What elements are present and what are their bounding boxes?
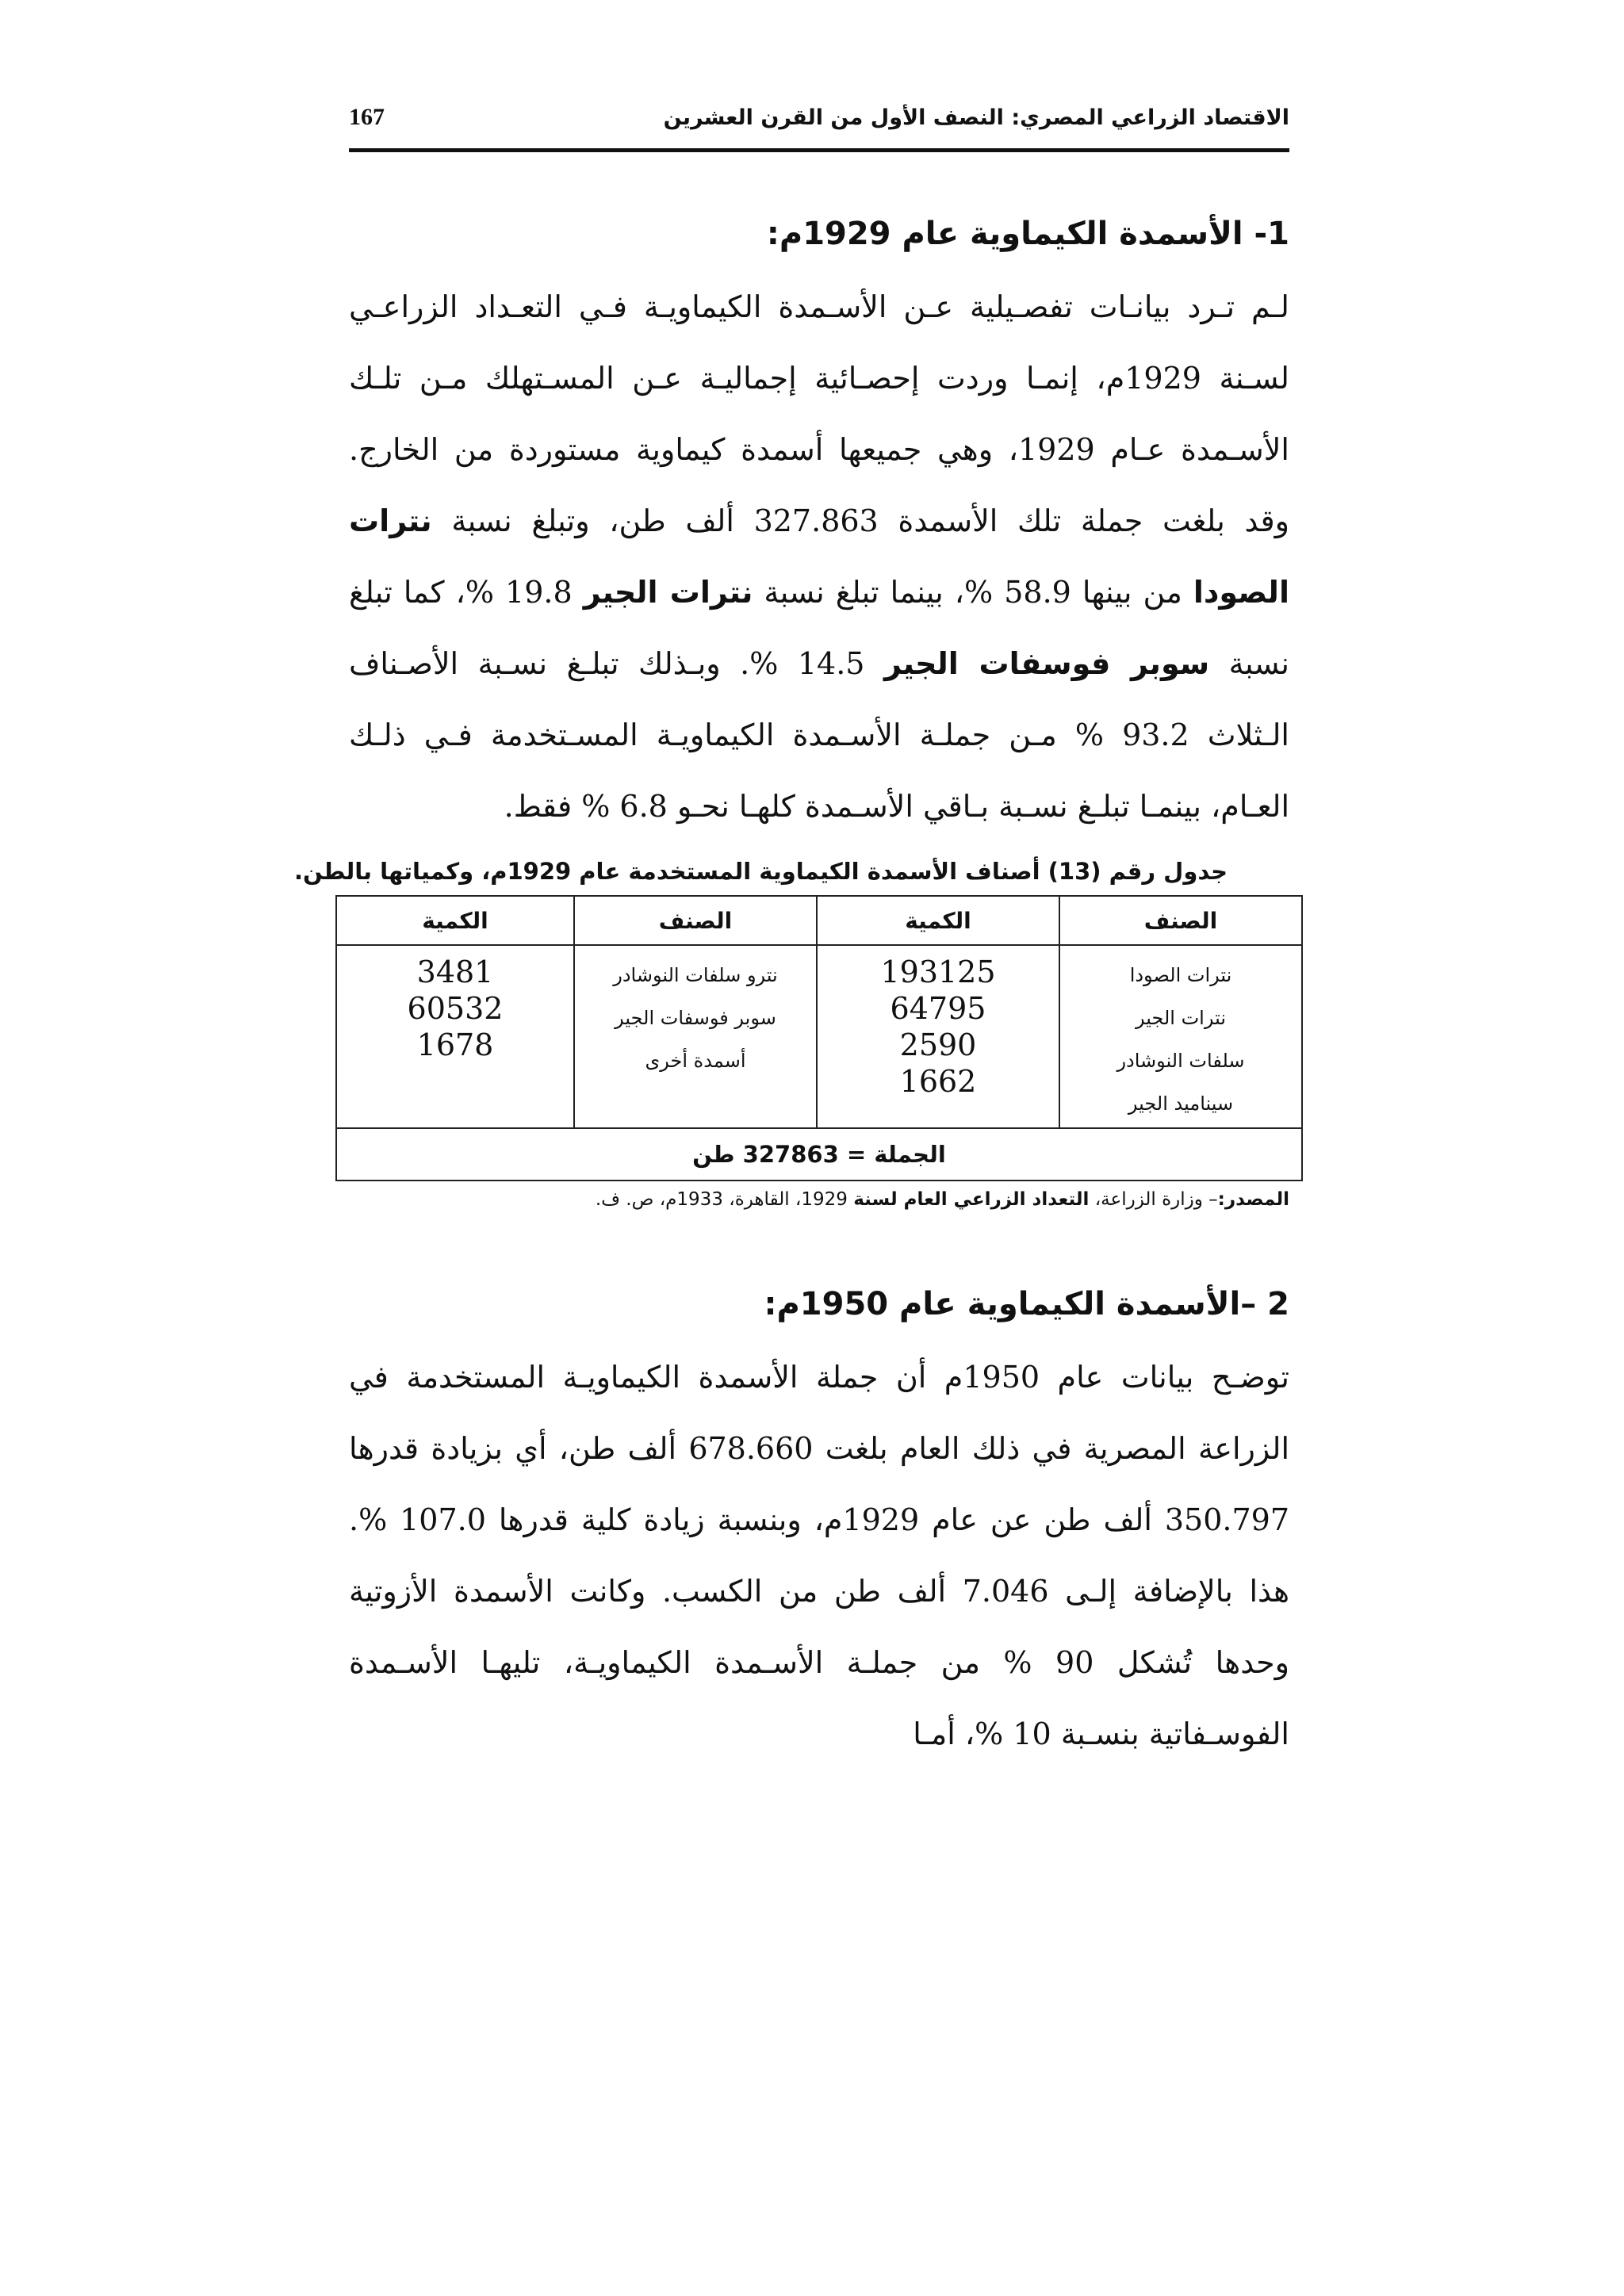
paragraph-text: لـم تـرد بيانـات تفصـيلية عـن الأسـمدة الكيماويـة فـي التعـداد الزراعـي لسـنة 1929م، إنمـا وردت إحصـائية إجماليـة عـن المسـتهلك مـن تلـك الأسـمدة عـام 1929، وهي جميعها أسمدة كيماوية مستوردة من الخارج. وقد بلغت جملة تلك الأسمدة 327.863 ألف طن، وتبلغ نسبة <box>349 289 1289 538</box>
fertilizer-name: سيناميد الجير <box>1128 1093 1234 1115</box>
table-total-row <box>336 1128 1302 1181</box>
fertilizer-quantity: 1662 <box>899 1064 977 1099</box>
fertilizer-quantity: 60532 <box>407 991 504 1026</box>
fertilizer-name: أسمدة أخرى <box>645 1050 746 1072</box>
section-1-paragraph <box>349 271 1289 842</box>
table-header-row <box>336 896 1302 945</box>
column-header-quantity: الكمية <box>336 896 574 945</box>
section-2-paragraph: توضـح بيانات عام 1950م أن جملة الأسمدة الكيماويـة المستخدمة في الزراعة المصرية في ذلك العام بلغت 678.660 ألف طن، أي بزيادة قدرها 350.797 ألف طن عن عام 1929م، وبنسبة زيادة كلية قدرها 107.0 %. هذا بالإضافة إلـى 7.046 ألف طن من الكسب. وكانت الأسمدة الأزوتية وحدها تُشكل 90 % من جملـة الأسـمدة الكيماويـة، تليهـا الأسـمدة الفوسـفاتية بنسـبة 10 %، أمـا <box>349 1360 1290 1751</box>
source-note <box>596 1189 1289 1210</box>
term-sodium-nitrate: نترات الصودا <box>349 503 1289 610</box>
source-title: التعداد الزراعي العام لسنة <box>853 1189 1090 1210</box>
running-header <box>349 99 1289 152</box>
cell-group2-quantities <box>336 945 574 1128</box>
fertilizer-name: سلفات النوشادر <box>1116 1050 1245 1072</box>
paragraph-text: من بينها 58.9 %، بينما تبلغ نسبة <box>753 575 1193 610</box>
source-text: – وزارة الزراعة، <box>1089 1189 1218 1210</box>
fertilizer-name: نترات الصودا <box>1129 964 1232 986</box>
fertilizer-quantity: 3481 <box>416 955 494 989</box>
column-header-type: الصنف <box>1059 896 1302 945</box>
term-superphosphate: سوبر فوسفات الجير <box>884 646 1210 681</box>
fertilizer-quantity: 193125 <box>880 955 996 989</box>
term-calcium-nitrate: نترات الجير <box>583 575 753 610</box>
cell-group1-names <box>1059 945 1302 1128</box>
source-text: 1929، القاهرة، 1933م، ص. ف. <box>595 1189 854 1210</box>
fertilizer-quantity: 2590 <box>899 1027 977 1062</box>
fertilizer-name: نترات الجير <box>1135 1007 1226 1029</box>
section-2-heading: 2 –الأسمدة الكيماوية عام 1950م: <box>764 1286 1289 1322</box>
fertilizer-table <box>335 895 1303 1181</box>
source-label: المصدر: <box>1217 1189 1289 1210</box>
cell-group2-names <box>574 945 817 1128</box>
page-number: 167 <box>349 104 385 130</box>
fertilizer-name: سوبر فوسفات الجير <box>615 1007 776 1029</box>
column-header-type: الصنف <box>574 896 817 945</box>
paragraph-text: 14.5 %. وبـذلك تبلـغ نسـبة الأصـناف الـثلاث 93.2 % مـن جملـة الأسـمدة الكيماويـة المسـتخدمة فـي ذلـك العـام، بينمـا تبلـغ نسـبة بـاقي الأسـمدة كلهـا نحـو 6.8 % فقط. <box>349 646 1289 824</box>
section-1-heading: 1- الأسمدة الكيماوية عام 1929م: <box>766 216 1289 252</box>
table-row <box>336 945 1302 1128</box>
column-header-quantity: الكمية <box>817 896 1059 945</box>
table-total: الجملة = 327863 طن <box>336 1128 1302 1181</box>
paragraph-text: 19.8 %، كما تبلغ نسبة <box>349 575 1289 681</box>
table-caption: جدول رقم (13) أصناف الأسمدة الكيماوية المستخدمة عام 1929م، وكمياتها بالطن. <box>294 858 1228 885</box>
cell-group1-quantities <box>817 945 1059 1128</box>
fertilizer-quantity: 64795 <box>890 991 986 1026</box>
fertilizer-quantity: 1678 <box>416 1027 494 1062</box>
running-title: الاقتصاد الزراعي المصري: النصف الأول من القرن العشرين <box>663 105 1289 130</box>
fertilizer-name: نترو سلفات النوشادر <box>613 964 778 986</box>
